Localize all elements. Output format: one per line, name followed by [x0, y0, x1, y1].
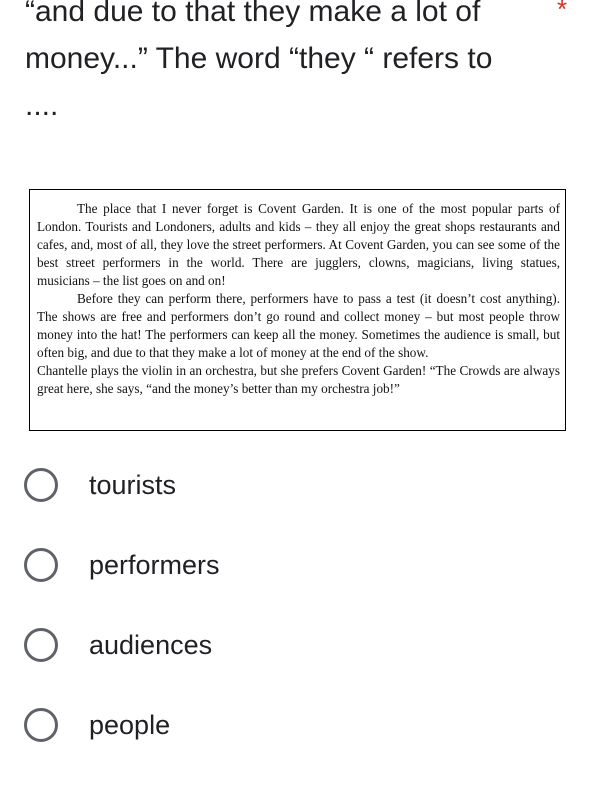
- question-line-3: ....: [25, 89, 59, 122]
- option-tourists[interactable]: [24, 465, 564, 505]
- option-label: audiences: [89, 630, 213, 660]
- required-asterisk: *: [557, 0, 568, 24]
- radio-button[interactable]: [24, 628, 58, 662]
- passage-paragraph-1: The place that I never forget is Covent Garden. It is one of the most popular parts of London. Tourists and Londoners, adults and kids – they all enjoy the great shops restaurants and cafes, and, most of all, they love the street performers. At Covent Garden, you can see some of the best street performers in the world. There are jugglers, clowns, magicians, living statues, musicians – the list goes on and on!: [37, 201, 560, 289]
- radio-button[interactable]: [24, 468, 58, 502]
- question-text: [25, 0, 535, 129]
- option-label: people: [89, 710, 171, 740]
- question-line-2: money...” The word “they “ refers to: [25, 42, 493, 75]
- option-label: tourists: [89, 470, 177, 500]
- question-line-1: “and due to that they make a lot of: [25, 0, 481, 28]
- passage-paragraph-3: Chantelle plays the violin in an orchestra, but she prefers Covent Garden! “The Crowds are always great here, she says, “and the money’s better than my orchestra job!”: [37, 363, 560, 397]
- answer-options: [24, 465, 564, 785]
- radio-button[interactable]: [24, 548, 58, 582]
- passage-paragraph-2: Before they can perform there, performers have to pass a test (it doesn’t cost anything). The shows are free and performers don’t go round and collect money – but most people throw money into the hat! The performers can keep all the money. Sometimes the audience is small, but often big, and due to that they make a lot of money at the end of the show.: [37, 291, 560, 361]
- option-performers[interactable]: [24, 545, 564, 585]
- option-audiences[interactable]: [24, 625, 564, 665]
- option-label: performers: [89, 550, 220, 580]
- radio-button[interactable]: [24, 708, 58, 742]
- option-people[interactable]: [24, 705, 564, 745]
- reading-passage-image: [29, 189, 566, 431]
